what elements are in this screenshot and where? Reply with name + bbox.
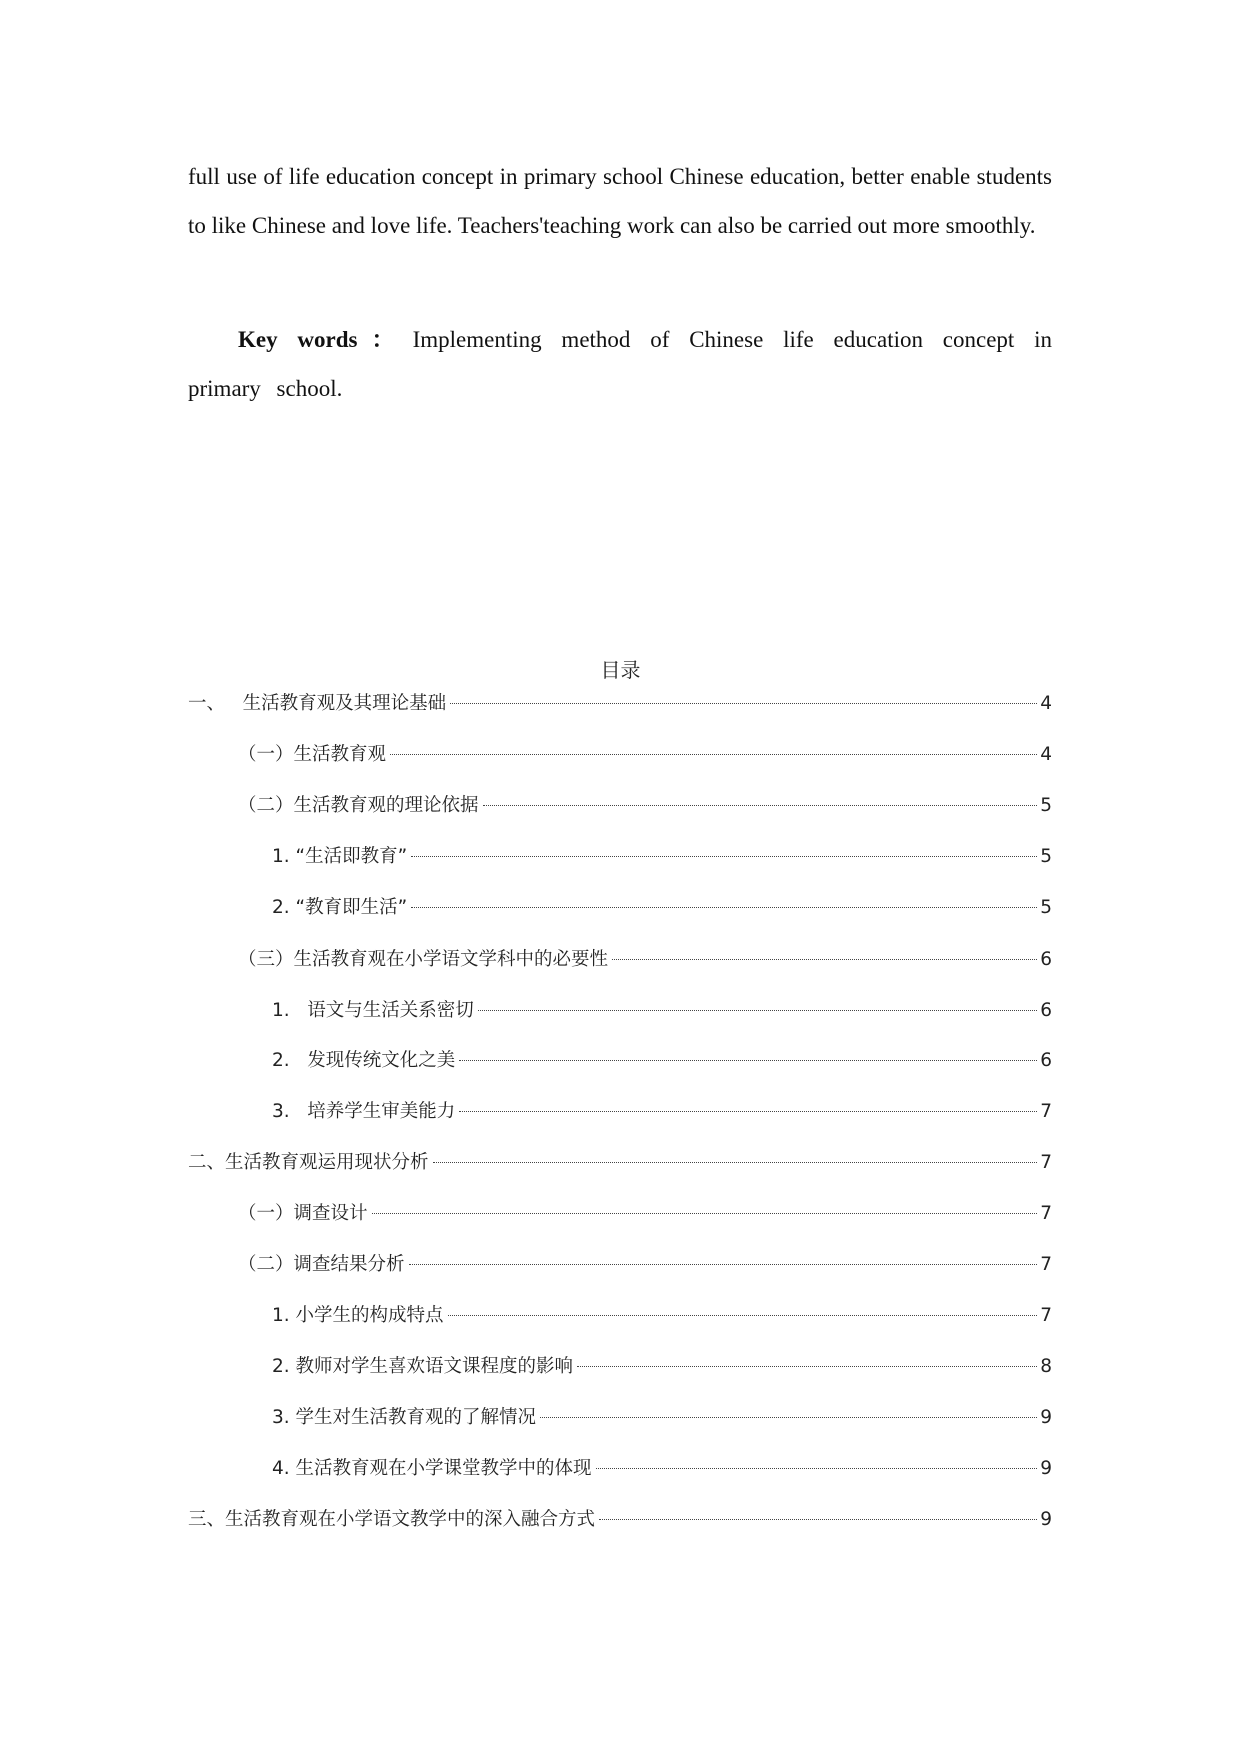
toc-leader-dots [599, 1519, 1037, 1520]
toc-page-number: 9 [1040, 1458, 1052, 1479]
toc-leader-dots [448, 1315, 1038, 1316]
toc-page-number: 7 [1040, 1101, 1052, 1122]
toc-entry-text: 一、 生活教育观及其理论基础 [188, 693, 447, 714]
toc-entry-text: （一）调查设计 [238, 1203, 368, 1224]
toc-entry[interactable] [272, 1048, 1052, 1074]
toc-entry[interactable] [238, 1252, 1052, 1278]
toc-page-number: 4 [1040, 744, 1052, 765]
toc-page-number: 7 [1040, 1203, 1052, 1224]
toc-entry[interactable] [188, 1150, 1052, 1176]
toc-entry[interactable] [272, 844, 1052, 870]
toc-leader-dots [577, 1366, 1037, 1367]
toc-entry-text: 1. 小学生的构成特点 [272, 1305, 444, 1326]
keywords-label: Key words [238, 327, 358, 352]
toc-page-number: 5 [1040, 846, 1052, 867]
toc-leader-dots [459, 1111, 1037, 1112]
toc-page-number: 5 [1040, 897, 1052, 918]
toc-entry[interactable] [188, 691, 1052, 717]
toc-page-number: 9 [1040, 1509, 1052, 1530]
toc-entry-text: （二）调查结果分析 [238, 1254, 405, 1275]
toc-page-number: 4 [1040, 693, 1052, 714]
toc-entry-text: （二）生活教育观的理论依据 [238, 795, 479, 816]
toc-entry-text: 3. 学生对生活教育观的了解情况 [272, 1407, 537, 1428]
toc-page-number: 6 [1040, 1000, 1052, 1021]
toc-leader-dots [409, 1264, 1038, 1265]
toc-leader-dots [411, 907, 1037, 908]
toc-entry-text: 二、生活教育观运用现状分析 [188, 1152, 429, 1173]
toc-leader-dots [483, 805, 1038, 806]
keywords-paragraph [188, 315, 1052, 413]
toc-leader-dots [478, 1010, 1037, 1011]
toc-leader-dots [411, 856, 1037, 857]
toc-entry-text: 3. 培养学生审美能力 [272, 1101, 456, 1122]
toc-entry-text: 4. 生活教育观在小学课堂教学中的体现 [272, 1458, 592, 1479]
toc-leader-dots [612, 959, 1037, 960]
toc-page-number: 7 [1040, 1305, 1052, 1326]
toc-entry[interactable] [238, 742, 1052, 768]
toc-title: 目录 [600, 658, 641, 682]
toc-page-number: 7 [1040, 1152, 1052, 1173]
toc-page-number: 5 [1040, 795, 1052, 816]
keywords-colon: ： [367, 327, 399, 352]
toc-leader-dots [390, 754, 1037, 755]
toc-page-number: 6 [1040, 949, 1052, 970]
toc-entry[interactable] [238, 793, 1052, 819]
toc-leader-dots [596, 1468, 1038, 1469]
toc-entry-text: 三、生活教育观在小学语文教学中的深入融合方式 [188, 1509, 596, 1530]
toc-entry-text: 2. “教育即生活” [272, 897, 408, 918]
toc-page-number: 7 [1040, 1254, 1052, 1275]
toc-entry[interactable] [238, 1201, 1052, 1227]
toc-entry[interactable] [272, 1303, 1052, 1329]
toc-entry-text: （一）生活教育观 [238, 744, 387, 765]
toc-entry-text: 2. 教师对学生喜欢语文课程度的影响 [272, 1356, 574, 1377]
toc-entry[interactable] [272, 1354, 1052, 1380]
toc-entry[interactable] [272, 895, 1052, 921]
toc-entry-text: （三）生活教育观在小学语文学科中的必要性 [238, 949, 609, 970]
toc-entry[interactable] [188, 1507, 1052, 1533]
toc-entry-text: 2. 发现传统文化之美 [272, 1050, 456, 1071]
toc-entry[interactable] [272, 998, 1052, 1024]
toc-leader-dots [459, 1060, 1037, 1061]
toc-entry[interactable] [272, 1099, 1052, 1125]
abstract-paragraph: full use of life education concept in primary school Chinese education, better enable students to like Chinese and love life. Teachers'teaching work can also be carried out more smoothly. [188, 164, 1052, 238]
toc-leader-dots [450, 703, 1037, 704]
toc-leader-dots [433, 1162, 1038, 1163]
toc-entry[interactable] [272, 1405, 1052, 1431]
toc-leader-dots [540, 1417, 1037, 1418]
toc-page-number: 8 [1040, 1356, 1052, 1377]
toc-entry-text: 1. 语文与生活关系密切 [272, 1000, 474, 1021]
toc-entry[interactable] [272, 1456, 1052, 1482]
toc-page-number: 6 [1040, 1050, 1052, 1071]
toc-entry[interactable] [238, 947, 1052, 973]
toc-leader-dots [372, 1213, 1038, 1214]
keywords-text: Implementing method of Chinese life education concept in primary school. [188, 327, 1052, 401]
toc-page-number: 9 [1040, 1407, 1052, 1428]
toc-entry-text: 1. “生活即教育” [272, 846, 408, 867]
